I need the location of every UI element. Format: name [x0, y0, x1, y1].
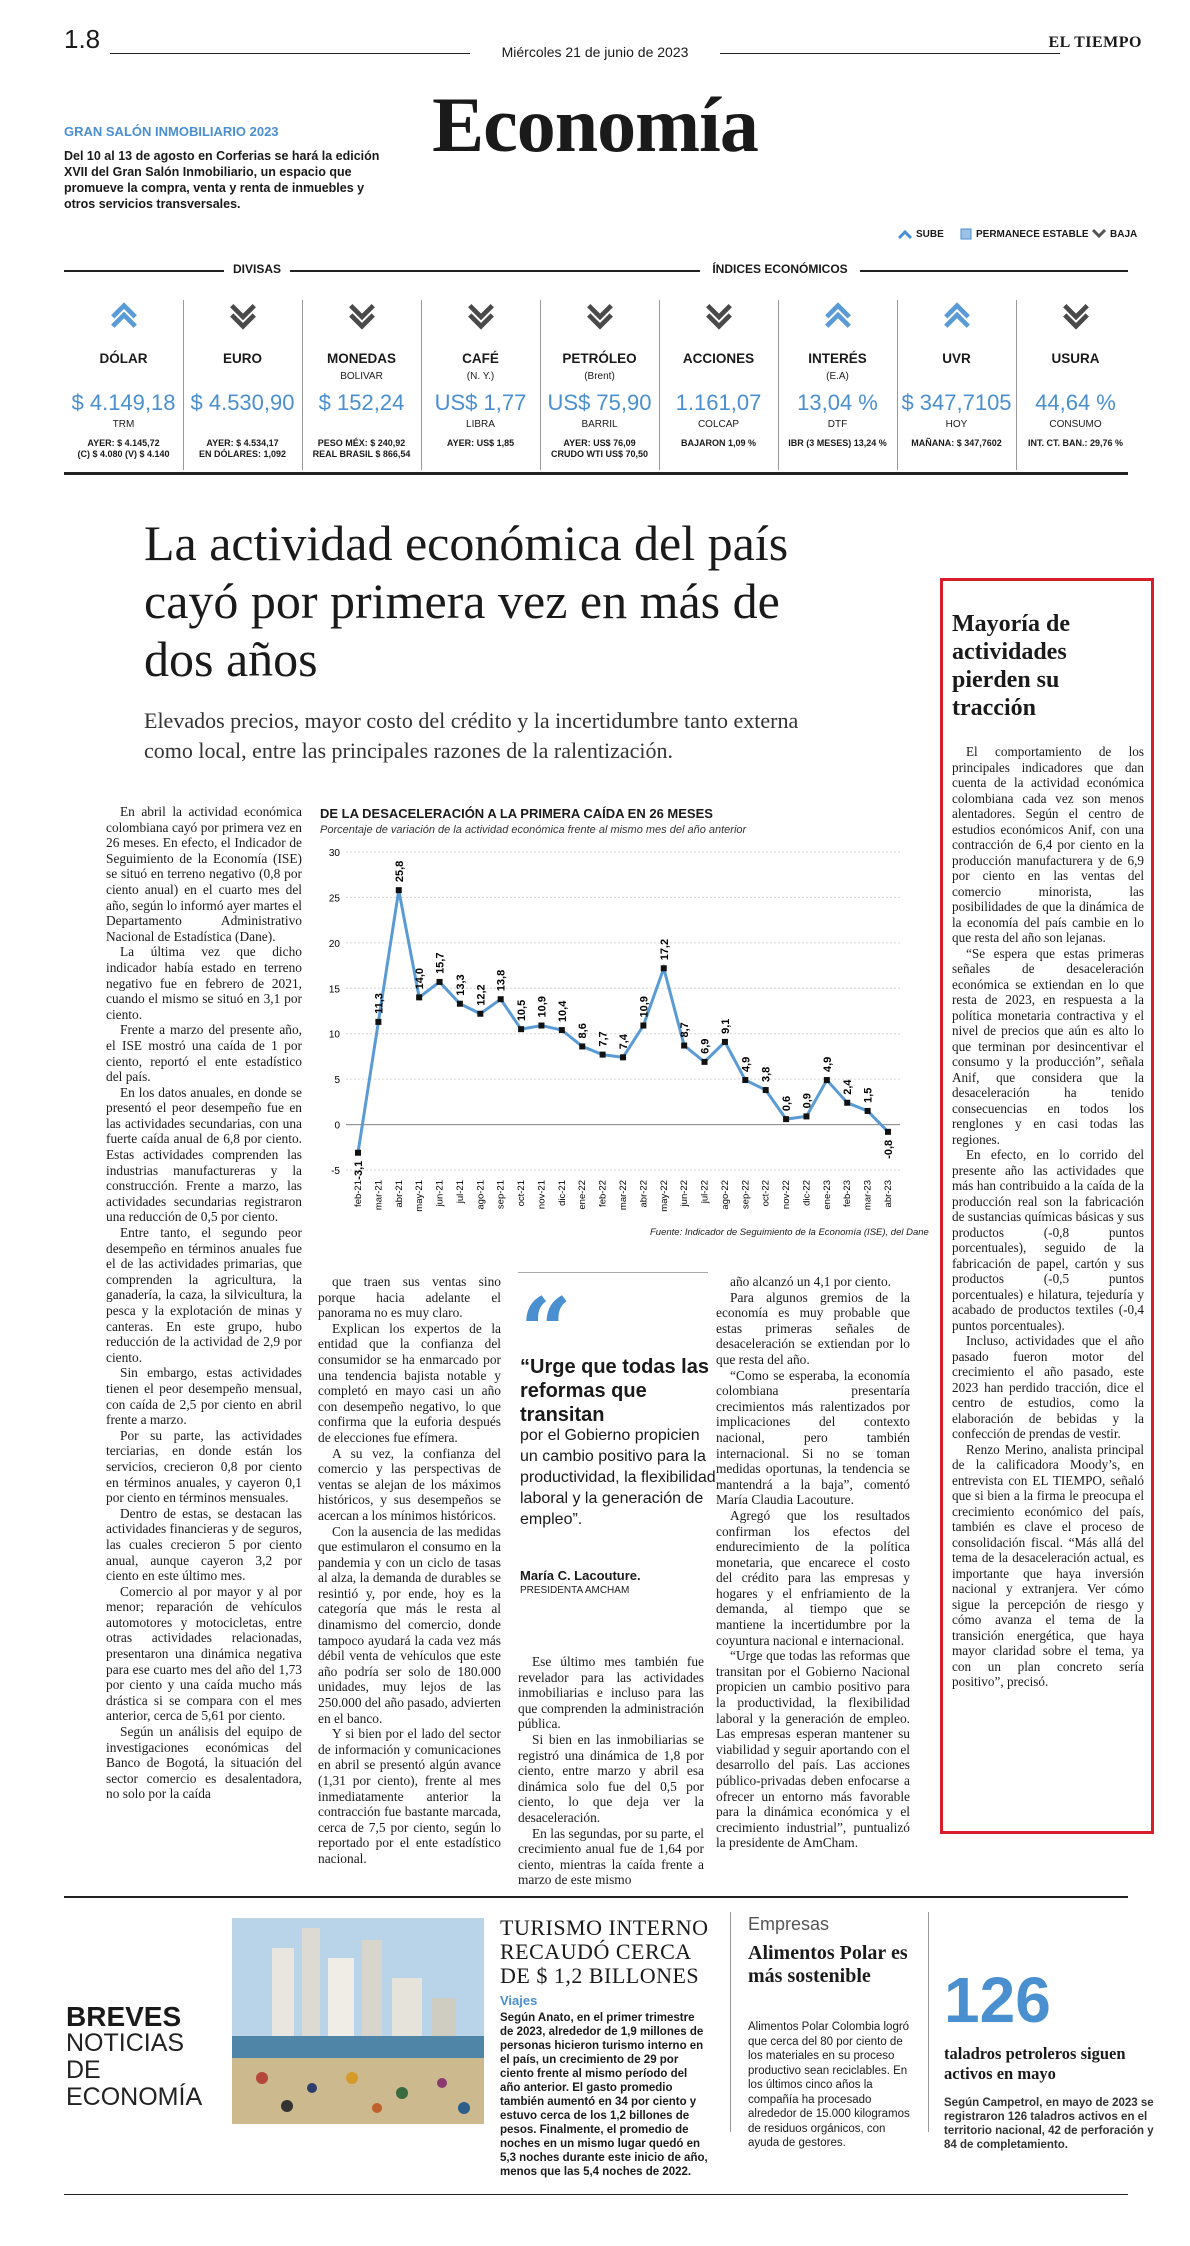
dateline: Miércoles 21 de junio de 2023 — [501, 44, 689, 60]
indicator-name: CAFÉ — [462, 351, 499, 366]
x-tick-label: dic-21 — [556, 1180, 568, 1206]
data-point — [742, 1077, 748, 1083]
indicator-separator — [183, 300, 184, 470]
paragraph: Sin embargo, estas actividades tienen el peor desempeño mensual, con caída de 2,5 por ciento en abril frente a marzo. — [106, 1365, 302, 1428]
data-label: 13,3 — [454, 974, 467, 996]
data-label: 10,9 — [638, 996, 651, 1018]
indicator-foot-2: CRUDO WTI US$ 70,50 — [550, 449, 649, 459]
indicator-7 — [897, 300, 1016, 470]
data-label: 12,2 — [475, 984, 488, 1006]
data-point — [355, 1150, 361, 1156]
paragraph: Comercio al por mayor y al por menor; reparación de vehículos automotores y motocicletas, entre otras actividades relacionadas, presentaron una dinámica negativa para ese cuarto mes del año del 1,73 por ciento y una caída mucho más drástica si se compara con el mes anterior, cerca de 5,61 por ciento. — [106, 1583, 302, 1724]
indicator-6 — [778, 300, 897, 470]
ise-line-chart — [320, 840, 910, 1230]
article-column-4 — [716, 1274, 910, 1851]
trend-down-icon — [704, 300, 734, 330]
indicator-foot-2: REAL BRASIL $ 866,54 — [312, 449, 411, 459]
paragraph: En las segundas, por su parte, el crecimiento anual fue de 1,64 por ciento, mientras la caída frente a marzo de este mismo — [518, 1825, 704, 1888]
x-tick-label: jun-21 — [434, 1180, 446, 1207]
paragraph: Ese último mes también fue revelador para las actividades inmobiliarias e incluso para las que comprenden la administración pública. — [518, 1654, 704, 1732]
data-label: 15,7 — [434, 952, 447, 974]
data-label: 0,9 — [801, 1093, 814, 1109]
y-tick-label: -5 — [331, 1166, 340, 1177]
x-tick-label: jul-21 — [454, 1180, 466, 1204]
quote-mark: “ — [520, 1278, 572, 1384]
indicator-value: US$ 75,90 — [547, 390, 652, 415]
paragraph: En abril la actividad económica colombiana cayó por primera vez en 26 meses. En efecto, el Indicador de Seguimiento de la Economía (ISE) se situó en terreno negativo (0,8 por ciento anual) en el cuarto mes del año, según lo informó ayer martes el Departamento Administrativo Nacional de Estadística (Dane). — [106, 804, 302, 944]
x-tick-label: ago-21 — [475, 1180, 487, 1210]
data-label: 4,9 — [821, 1056, 834, 1073]
sidebar-title: Mayoría de actividades pierden su tracción — [952, 611, 1070, 721]
data-label: 2,4 — [842, 1079, 855, 1095]
paragraph: Entre tanto, el segundo peor desempeño en términos anuales fue el de las actividades primarias, que comprenden la agricultura, la ganadería, la caza, la silvicultura, la pesca y la explotación de minas y canteras. En este grupo, hubo reducción de la actividad de 2,9 por ciento. — [106, 1225, 302, 1365]
data-point — [722, 1039, 728, 1045]
indicator-name: MONEDAS — [326, 351, 396, 366]
paragraph: Dentro de estas, se destacan las actividades financieras y de seguros, las cuales crecieron 5 por ciento anual, aunque cayeron 3,2 por ciento en este último mes. — [106, 1505, 302, 1584]
legend-down-label: BAJA — [1110, 228, 1138, 240]
x-tick-label: dic-22 — [801, 1180, 813, 1206]
indicator-value: 44,64 % — [1035, 390, 1116, 415]
chevron-up-icon — [898, 228, 912, 240]
briefs-top-rule — [64, 1896, 1128, 1898]
indicator-separator — [540, 300, 541, 470]
indicator-2 — [302, 300, 421, 470]
trend-up-icon — [109, 300, 139, 330]
y-tick-label: 10 — [328, 1029, 340, 1041]
paragraph: Y si bien por el lado del sector de información y comunicaciones en abril se presentó algún avance (1,31 por ciento), frente al mes inmediatamente anterior la contracción fue bastante marcada, cerca de 7,5 por ciento, según lo reportado por el ente estadístico nacional. — [318, 1726, 501, 1866]
data-label: 3,8 — [760, 1066, 773, 1083]
indicator-sub: (N. Y.) — [466, 371, 495, 382]
x-tick-label: ago-22 — [719, 1180, 731, 1210]
data-point — [457, 1001, 463, 1007]
data-label: -0,8 — [883, 1139, 895, 1159]
tourism-title: TURISMO INTERNO RECAUDÓ CERCA DE $ 1,2 BILLONES — [500, 1915, 709, 1988]
data-point — [640, 1023, 646, 1029]
series-line — [358, 890, 888, 1153]
legend-stable — [960, 228, 1089, 240]
data-point — [803, 1113, 809, 1119]
indicator-name: INTERÉS — [808, 351, 867, 366]
paragraph: Renzo Merino, analista principal de la calificadora Moody’s, en entrevista con EL TIEMPO, señaló que si bien a la firma le preocupa el crecimiento económico del país, también es clave el proceso de consolidación fiscal. “Más allá del tema de la desaceleración actual, es importante que haya inversión nacional y extranjera. Ver cómo sigue la percepción de riesgo y cómo avanza el tema de la transición energética, que haya mayor claridad sobre el tema, ya con un plan concreto sería positivo”, precisó. — [952, 1441, 1144, 1689]
data-label: 17,2 — [658, 938, 671, 961]
sidebar-text — [952, 744, 1144, 1690]
x-tick-label: abr-21 — [393, 1180, 405, 1208]
indicator-unit: LIBRA — [466, 419, 495, 430]
indicator-separator — [659, 300, 660, 470]
legend-up — [898, 228, 944, 240]
paragraph: Si bien en las inmobiliarias se registró una dinámica de 1,8 por ciento, entre marzo y abril esa dinámica solo fue del 0,5 por ciento, lo que deja ver la desaceleración. — [518, 1731, 704, 1825]
data-point — [396, 887, 402, 893]
data-label: 8,6 — [577, 1023, 590, 1039]
paragraph: “Se espera que estas primeras señales de desaceleración económica se extiendan en lo que resta de 2023, en respuesta a la política monetaria contractiva y el nivel de precios que aún es alto lo que terminan por desincentivar el consumo y la producción”, señala Anif, que considera que la desaceleración ha tenido consecuencias en todos los renglones y en casi todas las regiones. — [952, 945, 1144, 1147]
company-text: Alimentos Polar Colombia logró que cerca del 80 por ciento de los materiales en su proceso productivo sean reciclables. En los últimos cinco años la compañía ha procesado alrededor de 15.000 kilogramos de residuos orgánicos, con ayuda de gestores. — [748, 2021, 910, 2149]
brand-logo: EL TIEMPO — [1048, 34, 1142, 51]
x-tick-label: mar-23 — [862, 1180, 874, 1211]
data-label: 7,4 — [618, 1034, 630, 1050]
indicator-value: $ 152,24 — [318, 390, 405, 415]
indicator-value: 13,04 % — [797, 390, 878, 415]
x-tick-label: ene-23 — [821, 1180, 833, 1210]
trend-down-icon — [466, 300, 496, 330]
data-label: 11,3 — [373, 993, 386, 1014]
briefs-divider-2 — [928, 1912, 929, 2132]
indicator-sub — [897, 371, 1016, 383]
x-tick-label: abr-22 — [638, 1180, 650, 1208]
quote-author: María C. Lacouture. — [520, 1568, 641, 1583]
trend-down-icon — [228, 300, 258, 330]
indicator-sub: (Brent) — [584, 371, 615, 382]
section-title: Economía — [432, 81, 758, 168]
indicator-foot-1: AYER: US$ 76,09 — [563, 438, 636, 448]
paragraph: Según un análisis del equipo de investigaciones económicas del Banco de Bogotá, la situación del sector comercio es desalentadora, no solo por la caída — [106, 1724, 302, 1802]
paragraph: El comportamiento de los principales indicadores que dan cuenta de la actividad económica colombiana cada vez son menos alentadores. Según el centro de estudios económicos Anif, con una contracción de 6,4 por ciento en la producción manufacturera y de 6,9 por ciento en las ventas del comercio minorista, las posibilidades de que la dinámica de la economía del país cambie en lo que resta del año son lejanas. — [952, 744, 1144, 945]
chart-source: Fuente: Indicador de Seguimiento de la Economía (ISE), del Dane — [650, 1227, 929, 1238]
rigs-text: Según Campetrol, en mayo de 2023 se registraron 126 taladros activos en el territorio nacional, 42 de perforación y 84 de completamiento. — [944, 2097, 1154, 2151]
trend-down-icon — [585, 300, 615, 330]
paragraph: En efecto, en lo corrido del presente año las actividades que más han contribuido a la caída de la producción real son la fabricación de sustancias químicas básicas y sus productos (-0,8 puntos porcentuales), seguido de la fabricación de papel, cartón y sus productos (-0,5 puntos porcentuales) e hilatura, tejeduría y acabado de productos textiles (-0,4 puntos porcentuales). — [952, 1147, 1144, 1333]
trend-down-icon — [1061, 300, 1091, 330]
paragraph: que traen sus ventas sino porque hacia adelante el panorama no es muy claro. — [318, 1274, 501, 1321]
x-tick-label: mar-22 — [618, 1180, 629, 1211]
paragraph: En los datos anuales, en donde se presentó el peor desempeño fue en las actividades secundarias, con una fuerte caída anual de 6,8 por ciento. Estas actividades comprenden las industrias manufactureras y la construcción. Frente a marzo, las actividades secundarias registraron una reducción de 0,5 por ciento. — [106, 1084, 302, 1225]
data-point — [681, 1043, 687, 1049]
company-kicker: Empresas — [748, 1914, 830, 1934]
x-tick-label: jun-22 — [679, 1180, 691, 1207]
data-point — [661, 965, 667, 971]
data-label: 10,5 — [516, 999, 529, 1022]
company-title: Alimentos Polar es más sostenible — [748, 1942, 908, 1987]
quote-role: PRESIDENTA AMCHAM — [520, 1585, 630, 1596]
paragraph: “Urge que todas las reformas que transitan por el Gobierno Nacional propicien un cambio positivo para la productividad, la flexibilidad laboral y la generación de empleo. Las empresas esperan mantener su viabilidad y seguir aportando con el desarrollo del país. Las acciones público-privadas deben enfocarse a ofrecer un entorno más favorable para la dinámica económica y el crecimiento industrial”, puntualizó la presidente de AmCham. — [716, 1648, 910, 1851]
data-point — [783, 1116, 789, 1122]
article-deck: Elevados precios, mayor costo del crédito y la incertidumbre tanto externa como local, entre las principales razones de la ralentización. — [144, 708, 799, 763]
indicator-value: 1.161,07 — [675, 390, 762, 415]
data-point — [620, 1054, 626, 1060]
indicator-value: US$ 1,77 — [434, 390, 527, 415]
indicator-1 — [183, 300, 302, 470]
y-tick-label: 30 — [328, 848, 340, 859]
indicator-separator — [302, 300, 303, 470]
quote-rule — [518, 1272, 708, 1273]
indicator-name: ACCIONES — [682, 351, 755, 366]
chevron-down-icon — [1092, 228, 1106, 240]
indicator-name: DÓLAR — [99, 351, 148, 366]
indicator-foot-1: MAÑANA: $ 347,7602 — [911, 438, 1002, 448]
x-tick-label: oct-21 — [516, 1180, 528, 1207]
indicator-separator — [1016, 300, 1017, 470]
divisas-label: DIVISAS — [232, 262, 281, 276]
indicator-name: PETRÓLEO — [562, 351, 637, 366]
data-point — [498, 996, 504, 1002]
trend-down-icon — [347, 300, 377, 330]
data-label: 6,9 — [699, 1038, 712, 1054]
promo-title: GRAN SALÓN INMOBILIARIO 2023 — [64, 124, 279, 139]
indicator-value: $ 4.149,18 — [71, 390, 176, 415]
indicator-sub — [659, 371, 778, 383]
article-column-3 — [518, 1654, 704, 1888]
indicator-sub — [64, 371, 183, 383]
indicator-unit: CONSUMO — [1049, 419, 1102, 430]
indicator-name: USURA — [1051, 351, 1100, 366]
page-bottom-rule — [64, 2194, 1128, 2195]
x-tick-label: nov-22 — [781, 1180, 793, 1210]
briefs-label: BREVES — [66, 2001, 182, 2032]
indicator-unit: COLCAP — [697, 419, 740, 430]
header-rule-right — [720, 53, 1060, 54]
legend-stable-label: PERMANECE ESTABLE — [976, 228, 1089, 240]
y-tick-label: 5 — [334, 1075, 340, 1087]
data-label: 10,4 — [556, 1000, 569, 1023]
paragraph: Agregó que los resultados confirman los efectos del endurecimiento de la política monetaria, que encarece el costo del crédito para las empresas y hogares y el enfriamiento de la demanda, al tiempo que se mantiene la incertidumbre por la coyuntura nacional e internacional. — [716, 1507, 910, 1648]
data-point — [538, 1023, 544, 1029]
indices-rule-right — [860, 270, 1128, 272]
indicator-8 — [1016, 300, 1135, 470]
header-rule-left — [110, 53, 470, 54]
indicator-5 — [659, 300, 778, 470]
data-label: 13,8 — [495, 969, 508, 992]
indicator-sub — [183, 371, 302, 383]
indicator-separator — [421, 300, 422, 470]
x-tick-label: feb-22 — [597, 1180, 609, 1207]
indicator-foot-1: PESO MÉX: $ 240,92 — [317, 438, 406, 448]
trend-up-icon — [942, 300, 972, 330]
tourism-kicker: Viajes — [500, 1993, 538, 2008]
x-tick-label: feb-21 — [353, 1180, 364, 1207]
indicator-unit: BARRIL — [581, 419, 618, 430]
data-point — [865, 1108, 871, 1114]
indicator-sub: BOLIVAR — [340, 371, 383, 382]
article-column-1 — [106, 804, 302, 1802]
data-label: -3,1 — [353, 1160, 365, 1180]
y-tick-label: 25 — [328, 893, 340, 905]
data-point — [885, 1129, 891, 1135]
data-point — [518, 1026, 524, 1032]
indicator-unit: HOY — [945, 419, 968, 430]
data-label: 7,7 — [597, 1031, 610, 1047]
data-label: 4,9 — [740, 1056, 753, 1073]
paragraph: La última vez que dicho indicador había estado en terreno negativo fue en febrero de 2021, cuando el mismo se situó en 3,1 por ciento. — [106, 944, 302, 1022]
x-tick-label: may-22 — [658, 1180, 670, 1212]
quote-text: por el Gobierno propicien un cambio positivo para la productividad, la flexibilidad laboral y la generación de empleo”. — [520, 1427, 716, 1528]
data-point — [579, 1043, 585, 1049]
indicator-foot-2: (C) $ 4.080 (V) $ 4.140 — [77, 449, 170, 459]
article-headline: La actividad económica del país cayó por primera vez en más de dos años — [144, 515, 789, 687]
indicator-foot-1: AYER: $ 4.145,72 — [87, 438, 160, 448]
data-label: 9,1 — [719, 1018, 732, 1034]
indicator-foot-1: INT. CT. BAN.: 29,76 % — [1027, 438, 1124, 448]
paragraph: Explican los expertos de la entidad que la confianza del consumidor se ha enmarcado por una tendencia bajista notable y completó en mayo casi un año con desempeño negativo, lo que confirma que la euforia después de elecciones fue efímera. — [318, 1320, 501, 1445]
data-label: 1,5 — [862, 1087, 875, 1103]
indicator-foot-2: EN DÓLARES: 1,092 — [198, 449, 287, 459]
indicator-name: UVR — [942, 351, 971, 366]
quote-lead: “Urge que todas las reformas que transitan — [520, 1356, 709, 1426]
article-column-2 — [318, 1274, 501, 1867]
data-label: 10,9 — [536, 996, 549, 1018]
divisas-rule-right — [290, 270, 700, 272]
indicator-3 — [421, 300, 540, 470]
data-point — [437, 979, 443, 985]
indicator-value: $ 4.530,90 — [190, 390, 295, 415]
paragraph: Por su parte, las actividades terciarias, en donde están los servicios, crecieron 0,8 por ciento en términos anuales, y cayeron 0,1 por ciento en términos mensuales. — [106, 1427, 302, 1506]
x-tick-label: may-21 — [414, 1180, 426, 1212]
briefs-divider-1 — [730, 1912, 731, 2132]
x-tick-label: nov-21 — [536, 1180, 548, 1210]
briefs-sublabel: NOTICIAS DE ECONOMÍA — [66, 2029, 203, 2111]
data-point — [559, 1027, 565, 1033]
tourism-text: Según Anato, en el primer trimestre de 2023, alrededor de 1,9 millones de personas hicieron turismo interno en el país, un crecimiento de 29 por ciento frente al mismo período del año anterior. El gasto promedio también aumentó en 34 por ciento y estuvo cerca de los 1,2 billones de pesos. Finalmente, el promedio de noches en un mismo lugar quedó en 5,3 noches durante este inicio de año, menos que las 5,4 noches de 2022. — [500, 2012, 708, 2178]
chart-title: DE LA DESACELERACIÓN A LA PRIMERA CAÍDA EN 26 MESES — [320, 806, 713, 821]
indicator-foot-1: BAJARON 1,09 % — [680, 438, 757, 448]
indicator-name: EURO — [222, 351, 262, 366]
chart-subtitle: Porcentaje de variación de la actividad económica frente al mismo mes del año anterior — [320, 824, 747, 836]
paragraph: A su vez, la confianza del comercio y las perspectivas de ventas se alejan de los máximos históricos, y sus desempeños se acercan a los mínimos históricos. — [318, 1445, 501, 1523]
page-number: 1.8 — [64, 24, 101, 54]
paragraph: año alcanzó un 4,1 por ciento. — [730, 1274, 892, 1289]
data-point — [375, 1019, 381, 1025]
paragraph: Con la ausencia de las medidas que estimularon el consumo en la pandemia y con un ciclo de tasas al alza, la demanda de durables se resintió y, por ende, hoy es la categoría que más le resta al dinamismo del comercio, donde tampoco ayudará la cada vez más débil venta de vehículos que este año podría ser solo de 180.000 unidades, muy lejos de las 250.000 del año pasado, advierten en el banco. — [318, 1523, 501, 1726]
indices-label: ÍNDICES ECONÓMICOS — [712, 262, 848, 276]
indicator-foot-1: AYER: US$ 1,85 — [446, 438, 515, 448]
x-tick-label: mar-21 — [373, 1180, 385, 1211]
data-label: 25,8 — [393, 860, 406, 883]
indicator-separator — [778, 300, 779, 470]
data-point — [844, 1100, 850, 1106]
paragraph: Frente a marzo del presente año, el ISE mostró una caída de 1 por ciento, reportó el ente estadístico del país. — [106, 1022, 302, 1085]
data-point — [416, 994, 422, 1000]
x-tick-label: sep-22 — [740, 1180, 752, 1210]
y-tick-label: 15 — [328, 984, 340, 996]
paragraph: “Como se esperaba, la economía colombiana presentaría crecimientos más ralentizados por implicaciones del contexto nacional, pero también internacional. Si no se toman medidas oportunas, la tendencia se mantendrá a la baja”, comentó María Claudia Lacouture. — [716, 1367, 910, 1508]
x-tick-label: ene-22 — [577, 1180, 589, 1210]
data-point — [702, 1059, 708, 1065]
legend-up-label: SUBE — [916, 228, 944, 240]
x-tick-label: jul-22 — [699, 1180, 711, 1204]
rigs-title: taladros petroleros siguen activos en mayo — [944, 2044, 1126, 2083]
data-point — [824, 1077, 830, 1083]
indicator-bottom-rule — [64, 472, 1128, 475]
divisas-rule-left — [64, 270, 224, 272]
x-tick-label: feb-23 — [842, 1180, 854, 1207]
data-label: 8,7 — [679, 1022, 692, 1038]
square-icon — [960, 228, 972, 240]
data-label: 14,0 — [414, 967, 427, 990]
paragraph: Para algunos gremios de la economía es muy probable que estas primeras señales de desaceleración se extiendan por lo que resta del año. — [716, 1289, 910, 1367]
y-tick-label: 20 — [328, 938, 340, 950]
data-point — [763, 1087, 769, 1093]
indicator-4 — [540, 300, 659, 470]
legend-down — [1092, 228, 1137, 240]
indicator-sub — [1016, 371, 1135, 383]
x-tick-label: abr-23 — [883, 1180, 894, 1208]
indicator-foot-1: IBR (3 MESES) 13,24 % — [788, 438, 887, 448]
y-tick-label: 0 — [334, 1120, 340, 1132]
x-tick-label: oct-22 — [760, 1180, 772, 1207]
indicator-unit: TRM — [112, 419, 135, 430]
indicator-0 — [64, 300, 183, 470]
indicator-foot-1: AYER: $ 4.534,17 — [206, 438, 279, 448]
promo-text: Del 10 al 13 de agosto en Corferias se hará la edición XVII del Gran Salón Inmobiliario, un espacio que promueve la compra, venta y renta de inmuebles y otros servicios transversales. — [64, 149, 380, 211]
data-point — [600, 1052, 606, 1058]
x-tick-label: sep-21 — [495, 1180, 507, 1210]
data-label: 0,6 — [781, 1095, 794, 1112]
rigs-number: 126 — [944, 1964, 1051, 2036]
indicator-value: $ 347,7105 — [901, 390, 1012, 415]
data-point — [477, 1011, 483, 1017]
indicator-sub: (E.A) — [826, 371, 849, 382]
trend-up-icon — [823, 300, 853, 330]
indicator-unit: DTF — [827, 419, 848, 430]
beach-skyline-photo — [232, 1918, 484, 2124]
paragraph: Incluso, actividades que el año pasado fueron motor del crecimiento el año pasado, este 2023 han perdido tracción, dice el centro de estudios, como la elaboración de bebidas y la confección de prendas de vestir. — [952, 1333, 1144, 1441]
indicator-separator — [897, 300, 898, 470]
